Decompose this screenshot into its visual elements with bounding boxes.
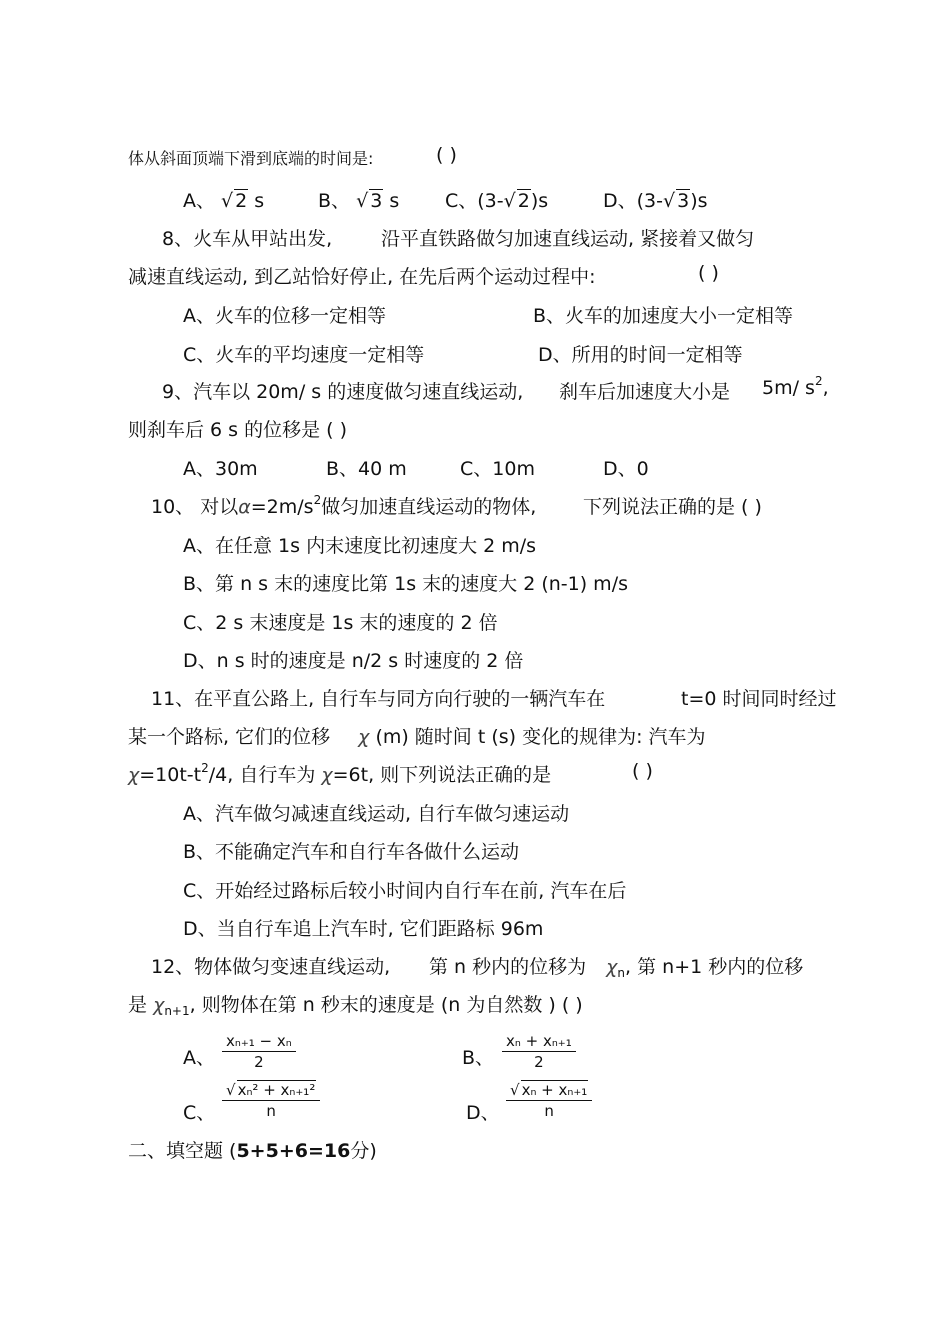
q11-option-d: D、当自行车追上汽车时, 它们距路标 96m [183,918,544,940]
q12-option-d-fraction [506,1080,592,1120]
q9-stem-1: 9、汽车以 20m/ s 的速度做匀速直线运动, [162,381,524,403]
q11-stem-3c: =6t, 则下列说法正确的是 [332,764,552,786]
q7-option-b-value: 3 [370,190,383,212]
q10-stem-a: 10、 对以 [151,496,239,518]
q12-stem-1c: , 第 n+1 秒内的位移 [625,956,804,978]
q7-option-b-label: B、 [318,190,351,212]
q9-option-d: D、0 [603,458,649,480]
q12-option-a-fraction [222,1032,296,1071]
q12-option-b-numerator: xₙ + xₙ₊₁ [502,1032,576,1052]
q10-option-c: C、2 s 末速度是 1s 末的速度的 2 倍 [183,612,498,634]
q12-stem-2a: 是 [128,994,148,1016]
q11-stem-2b: (m) 随时间 t (s) 变化的规律为: 汽车为 [375,726,706,748]
q12-stem-2b: , 则物体在第 n 秒末的速度是 (n 为自然数 ) ( ) [189,994,583,1016]
q7-option-a-value: 2 [235,190,248,212]
q12-option-b-denominator: 2 [534,1053,544,1071]
q12-stem-1b: 第 n 秒内的位移为 [429,956,587,978]
q12-option-c-label: C、 [183,1102,216,1124]
q10-option-d: D、n s 时的速度是 n/2 s 时速度的 2 倍 [183,650,524,672]
section-2-title: 二、填空题 ( [128,1140,237,1162]
q9-option-c: C、10m [460,458,535,480]
q7-option-b-unit: s [389,190,400,212]
q9-stem-2: 则刹车后 6 s 的位移是 ( ) [128,419,348,441]
q12-option-a-numerator: xₙ₊₁ − xₙ [222,1032,296,1052]
q11-exponent: 2 [201,761,209,775]
q9-option-a: A、30m [183,458,258,480]
q7-option-c: C、(3-√ 2)s [445,190,549,212]
chi-symbol-car: χ [128,764,140,786]
q11-option-c: C、开始经过路标后较小时间内自行车在前, 汽车在后 [183,880,627,902]
q12-sub-n1: n+1 [164,1004,190,1018]
section-2-heading [128,1136,377,1163]
section-2-score: 5+5+6=16 [236,1140,351,1162]
q10-option-b: B、第 n s 末的速度比第 1s 末的速度大 2 (n-1) m/s [183,573,628,595]
q10-option-a: A、在任意 1s 内末速度比初速度大 2 m/s [183,535,537,557]
q10-exponent: 2 [313,493,322,507]
q11-stem-3b: /4, 自行车为 [208,764,316,786]
q7-option-c-unit: )s [530,190,549,212]
q11-paren: ( ) [632,760,653,782]
q12-option-c-fraction [222,1080,320,1120]
q7-option-a: A、 √ 2 s [183,190,265,212]
q11-option-b: B、不能确定汽车和自行车各做什么运动 [183,841,520,863]
q11-option-a: A、汽车做匀减速直线运动, 自行车做匀速运动 [183,803,570,825]
q10-stem-d: 下列说法正确的是 ( ) [583,496,762,518]
q7-option-d-unit: )s [690,190,708,212]
chi-symbol: χ [358,726,370,748]
q8-option-a: A、火车的位移一定相等 [183,305,386,327]
chi-symbol-bike: χ [321,764,333,786]
q8-option-b: B、火车的加速度大小一定相等 [533,305,794,327]
q12-option-c-radicand: xₙ² + xₙ₊₁² [237,1081,316,1099]
q11-stem-2 [128,722,706,749]
q9-accel-value: 5m/ s [762,377,815,399]
q7-option-c-value: 2 [517,190,530,212]
q12-option-c-numerator: √ xₙ² + xₙ₊₁² [222,1080,320,1101]
q10-stem-c: 做匀加速直线运动的物体, [321,496,537,518]
q12-option-a-label: A、 [183,1047,215,1069]
q7-option-c-label: C、(3- [445,190,504,212]
q11-stem-3a: =10t-t [139,764,202,786]
q10-stem-b: =2m/s [250,496,314,518]
intro-text: 体从斜面顶端下滑到底端的时间是: [128,149,374,168]
q11-stem-2a: 某一个路标, 它们的位移 [128,726,331,748]
q11-stem-3 [128,760,551,787]
section-2-unit: 分) [350,1140,377,1162]
q11-stem-1b: t=0 时间同时经过 [681,688,837,710]
q12-option-b-fraction [502,1032,576,1071]
q8-stem-1: 8、火车从甲站出发, [162,228,333,250]
q7-option-a-unit: s [254,190,265,212]
q12-option-a-denominator: 2 [254,1053,264,1071]
q9-comma: , [822,377,829,399]
q7-option-a-label: A、 [183,190,215,212]
q12-option-d-label: D、 [466,1102,500,1124]
q7-option-d-value: 3 [677,190,690,212]
q8-paren: ( ) [698,262,719,284]
q8-option-c: C、火车的平均速度一定相等 [183,344,425,366]
chi-symbol-n1: χ [153,994,165,1016]
q7-option-d: D、(3-√ 3)s [603,190,708,212]
q12-stem-1 [429,952,803,979]
q9-accel-exponent: 2 [814,374,823,388]
alpha-symbol: α [238,496,251,518]
q9-option-b: B、40 m [326,458,407,480]
q9-stem-1b: 刹车后加速度大小是 [559,381,731,403]
q8-stem-2: 减速直线运动, 到乙站恰好停止, 在先后两个运动过程中: [128,266,596,288]
q12-option-b-label: B、 [462,1047,495,1069]
q11-stem-1: 11、在平直公路上, 自行车与同方向行驶的一辆汽车在 [151,688,606,710]
q12-option-d-denominator: n [544,1102,554,1120]
q12-stem-1a: 12、物体做匀变速直线运动, [151,956,391,978]
q8-option-d: D、所用的时间一定相等 [538,344,743,366]
intro-paren: ( ) [436,144,457,166]
q12-sub-n: n [617,966,626,980]
q8-stem-1b: 沿平直铁路做匀加速直线运动, 紧接着又做匀 [381,228,755,250]
q10-stem [151,492,536,519]
q7-option-b: B、 √ 3 s [318,190,400,212]
q12-option-d-numerator: √ xₙ + xₙ₊₁ [506,1080,592,1101]
q12-stem-2 [128,990,583,1017]
q7-option-d-label: D、(3- [603,190,663,212]
q12-option-c-denominator: n [266,1102,276,1120]
q9-stem-1c [762,374,829,399]
q12-option-d-radicand: xₙ + xₙ₊₁ [521,1081,588,1099]
chi-symbol-n: χ [606,956,618,978]
